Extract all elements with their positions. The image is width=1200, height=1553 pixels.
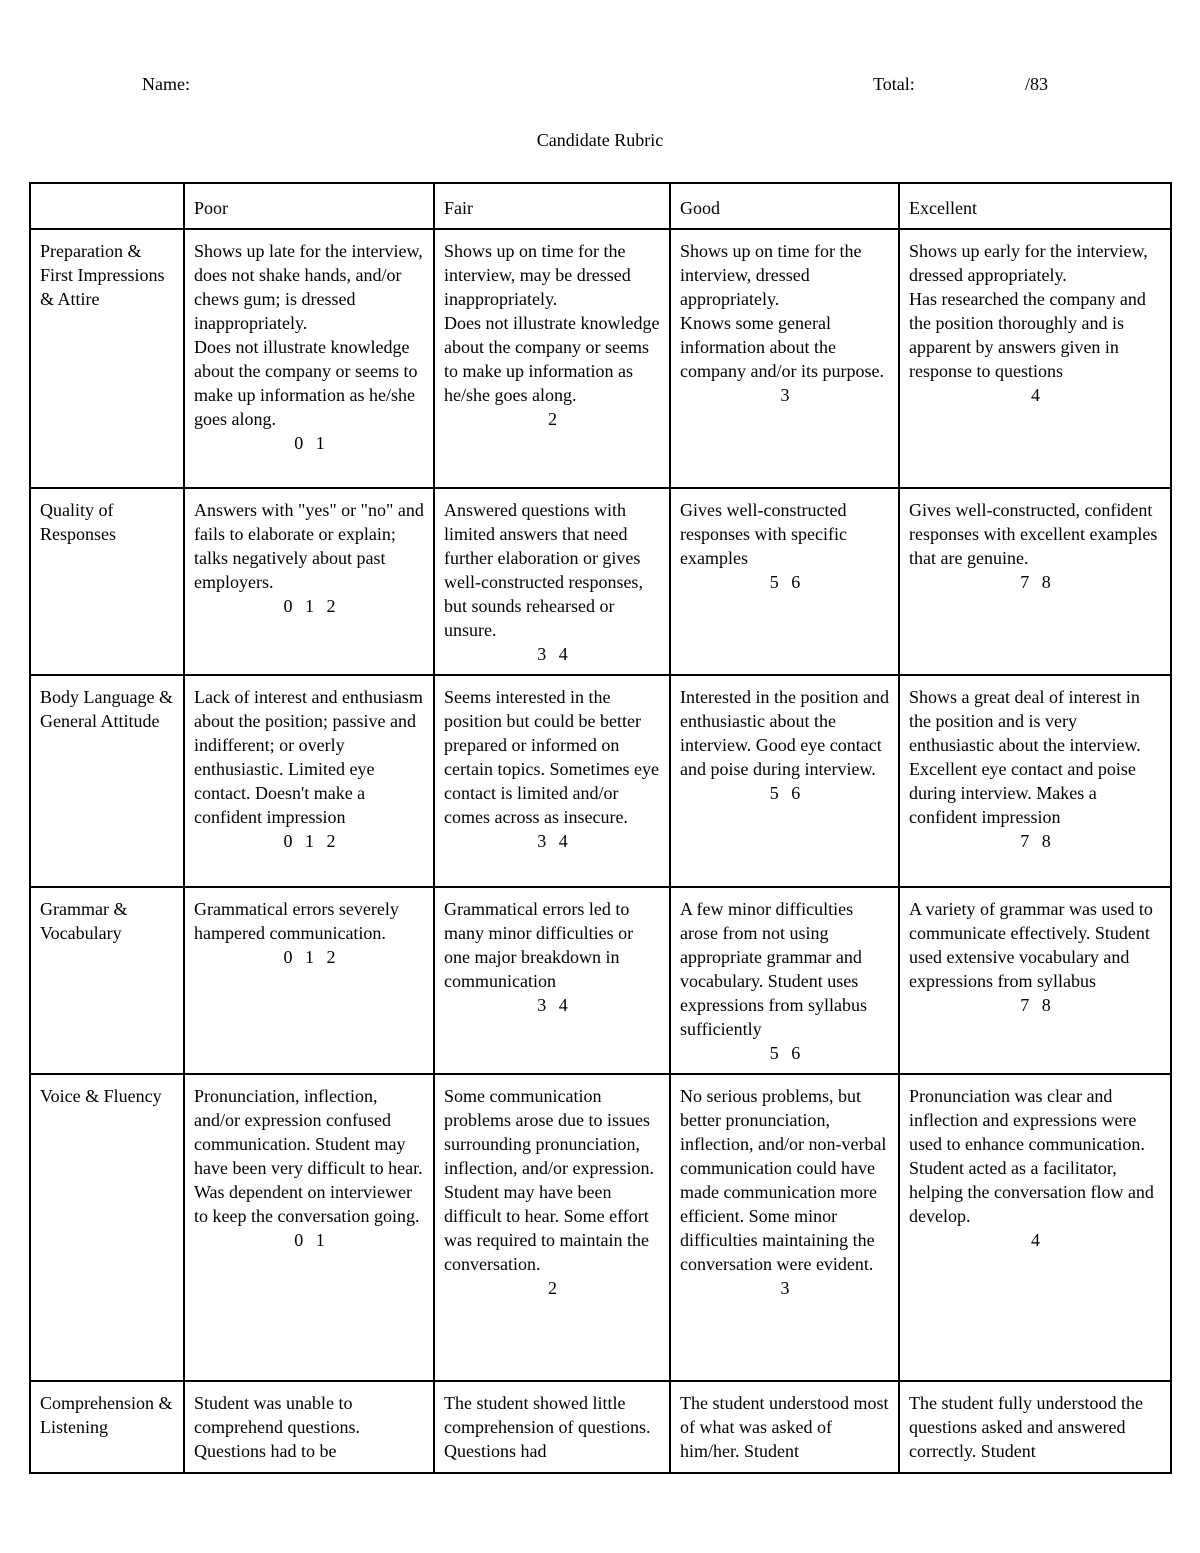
criterion-cell (30, 229, 184, 488)
rubric-cell-poor (184, 1381, 434, 1473)
cell-score: 5 6 (769, 1043, 801, 1063)
column-header-fair: Fair (434, 183, 670, 229)
rubric-cell-good (670, 1074, 899, 1381)
rubric-cell-excellent (899, 1074, 1171, 1381)
table-row (30, 488, 1171, 675)
table-row (30, 229, 1171, 488)
criterion-cell (30, 488, 184, 675)
rubric-cell-fair (434, 229, 670, 488)
cell-score: 0 1 2 (283, 947, 336, 967)
column-header-poor: Poor (184, 183, 434, 229)
rubric-cell-poor (184, 675, 434, 887)
cell-score: 7 8 (1020, 572, 1051, 592)
table-row (30, 675, 1171, 887)
cell-description: Answered questions with limited answers that need further elaboration or gives well-constructed responses, but sounds rehearsed or unsure. (444, 500, 643, 640)
cell-score: 0 1 2 (283, 596, 336, 616)
rubric-cell-fair (434, 1381, 670, 1473)
cell-description: Shows up late for the interview, does not shake hands, and/or chews gum; is dressed inappropriately. Does not illustrate knowledge about the company or seems to make up information as he/she goes along. (194, 241, 423, 429)
name-label: Name: (142, 74, 190, 94)
page-title: Candidate Rubric (536, 130, 664, 150)
cell-score: 5 6 (769, 783, 801, 803)
criterion-cell (30, 1381, 184, 1473)
criterion-label: Grammar & Vocabulary (40, 899, 128, 943)
criterion-cell (30, 1074, 184, 1381)
column-header-good: Good (670, 183, 899, 229)
cell-description: No serious problems, but better pronunciation, inflection, and/or non-verbal communication could have made communication more efficient. Some minor difficulties maintaining the conversation were evident. (680, 1086, 887, 1274)
cell-score: 3 (780, 1278, 790, 1298)
total-label: Total: (873, 74, 915, 94)
cell-score: 7 8 (1020, 831, 1051, 851)
column-header-criterion (30, 183, 184, 229)
rubric-cell-good (670, 675, 899, 887)
cell-score: 3 4 (537, 644, 568, 664)
criterion-cell (30, 887, 184, 1074)
cell-description: Gives well-constructed responses with specific examples (680, 500, 847, 568)
rubric-cell-fair (434, 1074, 670, 1381)
cell-description: The student fully understood the questions asked and answered correctly. Student (909, 1393, 1143, 1461)
cell-score: 4 (1031, 1230, 1040, 1250)
rubric-cell-poor (184, 887, 434, 1074)
cell-description: Answers with "yes" or "no" and fails to elaborate or explain; talks negatively about past employers. (194, 500, 424, 592)
criterion-label: Quality of Responses (40, 500, 116, 544)
rubric-cell-excellent (899, 229, 1171, 488)
table-row (30, 887, 1171, 1074)
criterion-label: Preparation & First Impressions & Attire (40, 241, 165, 309)
cell-score: 7 8 (1020, 995, 1051, 1015)
rubric-cell-fair (434, 675, 670, 887)
column-header-excellent: Excellent (899, 183, 1171, 229)
rubric-cell-poor (184, 229, 434, 488)
cell-score: 3 4 (537, 995, 568, 1015)
cell-score: 2 (548, 409, 557, 429)
rubric-cell-good (670, 887, 899, 1074)
cell-score: 3 (780, 385, 790, 405)
cell-description: Student was unable to comprehend questions. Questions had to be (194, 1393, 360, 1461)
criterion-label: Comprehension & Listening (40, 1393, 173, 1437)
rubric-cell-poor (184, 488, 434, 675)
criterion-cell (30, 675, 184, 887)
criterion-label: Voice & Fluency (40, 1086, 162, 1106)
cell-score: 5 6 (769, 572, 801, 592)
rubric-cell-excellent (899, 1381, 1171, 1473)
cell-description: A variety of grammar was used to communicate effectively. Student used extensive vocabulary and expressions from syllabus (909, 899, 1153, 991)
cell-score: 0 1 (294, 433, 325, 453)
cell-description: Seems interested in the position but could be better prepared or informed on certain topics. Sometimes eye contact is limited and/or comes across as insecure. (444, 687, 659, 827)
total-value: /83 (1025, 74, 1049, 94)
table-row (30, 1074, 1171, 1381)
cell-description: Shows a great deal of interest in the position and is very enthusiastic about the interview. Excellent eye contact and poise during interview. Makes a confident impression (909, 687, 1141, 827)
cell-description: A few minor difficulties arose from not using appropriate grammar and vocabulary. Student uses expressions from syllabus sufficiently (680, 899, 867, 1039)
rubric-cell-fair (434, 887, 670, 1074)
cell-description: Gives well-constructed, confident responses with excellent examples that are genuine. (909, 500, 1158, 568)
rubric-cell-excellent (899, 887, 1171, 1074)
cell-description: Shows up early for the interview, dressed appropriately. Has researched the company and the position thoroughly and is apparent by answers given in response to questions (909, 241, 1148, 381)
cell-description: Pronunciation was clear and inflection and expressions were used to enhance communication. Student acted as a facilitator, helping the conversation flow and develop. (909, 1086, 1154, 1226)
rubric-cell-excellent (899, 675, 1171, 887)
cell-description: Shows up on time for the interview, may be dressed inappropriately. Does not illustrate knowledge about the company or seems to make up information as he/she goes along. (444, 241, 660, 405)
cell-score: 3 4 (537, 831, 568, 851)
cell-description: Pronunciation, inflection, and/or expression confused communication. Student may have been very difficult to hear. Was dependent on interviewer to keep the conversation going. (194, 1086, 423, 1226)
cell-description: The student showed little comprehension of questions. Questions had (444, 1393, 651, 1461)
cell-description: Some communication problems arose due to issues surrounding pronunciation, inflection, and/or expression. Student may have been difficult to hear. Some effort was required to maintain the conversation. (444, 1086, 654, 1274)
rubric-cell-good (670, 229, 899, 488)
rubric-cell-excellent (899, 488, 1171, 675)
cell-score: 0 1 2 (283, 831, 336, 851)
cell-description: Lack of interest and enthusiasm about the position; passive and indifferent; or overly enthusiastic. Limited eye contact. Doesn't make a confident impression (194, 687, 423, 827)
table-row (30, 1381, 1171, 1473)
cell-description: Grammatical errors led to many minor difficulties or one major breakdown in communication (444, 899, 634, 991)
rubric-cell-good (670, 1381, 899, 1473)
rubric-cell-poor (184, 1074, 434, 1381)
cell-score: 4 (1031, 385, 1040, 405)
header-row (30, 183, 1171, 229)
cell-description: Grammatical errors severely hampered communication. (194, 899, 399, 943)
rubric-cell-good (670, 488, 899, 675)
cell-score: 0 1 (294, 1230, 325, 1250)
rubric-cell-fair (434, 488, 670, 675)
rubric-table (29, 182, 1172, 1474)
cell-description: The student understood most of what was asked of him/her. Student (680, 1393, 889, 1461)
cell-score: 2 (548, 1278, 557, 1298)
criterion-label: Body Language & General Attitude (40, 687, 173, 731)
cell-description: Interested in the position and enthusiastic about the interview. Good eye contact and poise during interview. (680, 687, 889, 779)
cell-description: Shows up on time for the interview, dressed appropriately. Knows some general information about the company and/or its purpose. (680, 241, 884, 381)
